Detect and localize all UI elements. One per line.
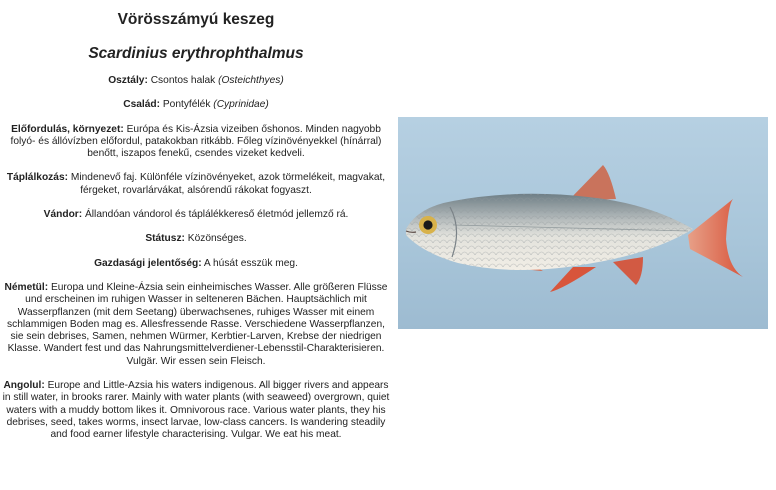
class-value: Csontos halak [150,75,216,86]
status-text: Közönséges. [187,233,247,245]
fish-photo [398,117,768,329]
rudd-fish-icon [398,117,768,329]
class-row [2,75,390,87]
class-latin: (Osteichthyes) [218,75,284,86]
status-label: Státusz: [145,233,185,245]
family-value: Pontyfélék [162,99,211,111]
migration-row [2,209,390,221]
german-label: Németül: [4,281,49,293]
economic-row [2,258,390,270]
english-text: Europe and Little-Azsia his waters indigenous. All bigger rivers and appears in still water, in brooks rarer. Mainly with water plants (with seaweed) overgrown, quiet waters with a muddy bottom likes it. Omnivorous race. Various water plants, they his debrises, seed, takes worms, insect larvae, low-class cancers. Is wandering steadily and food earner lifestyle characterising. Vulgar. We eat his meat. [2,380,390,441]
migration-text: Állandóan vándorol és táplálékkereső életmód jellemző rá. [85,209,349,221]
family-label: Család: [123,99,161,111]
diet-text: Mindenevő faj. Különféle vízinövényeket, azok törmelékeit, magvakat, férgeket, rovarlárvákat, alsórendű rákokat fogyaszt. [70,172,386,196]
habitat-label: Előfordulás, környezet: [11,123,124,135]
german-row [2,282,390,368]
english-label: Angolul: [3,380,45,392]
scientific-name: Scardinius erythrophthalmus [88,45,304,62]
species-description [2,0,390,442]
status-row [2,233,390,245]
family-latin: (Cyprinidae) [213,99,269,111]
english-row [2,380,390,441]
german-text: Europa und Kleine-Ázsia sein einheimisches Wasser. Alle größeren Flüsse und erscheinen im ruhigen Wasser in selteneren Bächen. Hauptsächlich mit Wasserpflanzen (mit dem Seetang) überwachsenes, ruhiges Wasser mit einem schlammigen Boden mag es. Allesfressende Rasse. Verschiedene Wasserpflanzen, sie sein debrises, Samen, nehmen Würmer, Kerbtier-Larven, Krebse der niedrigen Klasse. Wandert fest und das Nahrungsmittelverdiener-Lebensstil-Charakterisieren. Vulgär. Wir essen sein Fleisch. [7,281,388,367]
habitat-text: Európa és Kis-Ázsia vizeiben őshonos. Minden nagyobb folyó- és állóvízben előfordul, patakokban ritkább. Főleg vízinövényekkel (hínárral) benőtt, iszapos fenekű, csendes vizeket kedveli. [10,123,382,160]
economic-text: A húsát esszük meg. [203,257,298,269]
diet-label: Táplálkozás: [6,172,69,184]
diet-row [2,172,390,197]
habitat-row [2,124,390,161]
migration-label: Vándor: [43,209,83,221]
page-title: Vörösszámyú keszeg [117,11,275,28]
family-row [2,99,390,111]
class-label: Osztály: [108,75,148,86]
economic-label: Gazdasági jelentőség: [94,257,202,269]
